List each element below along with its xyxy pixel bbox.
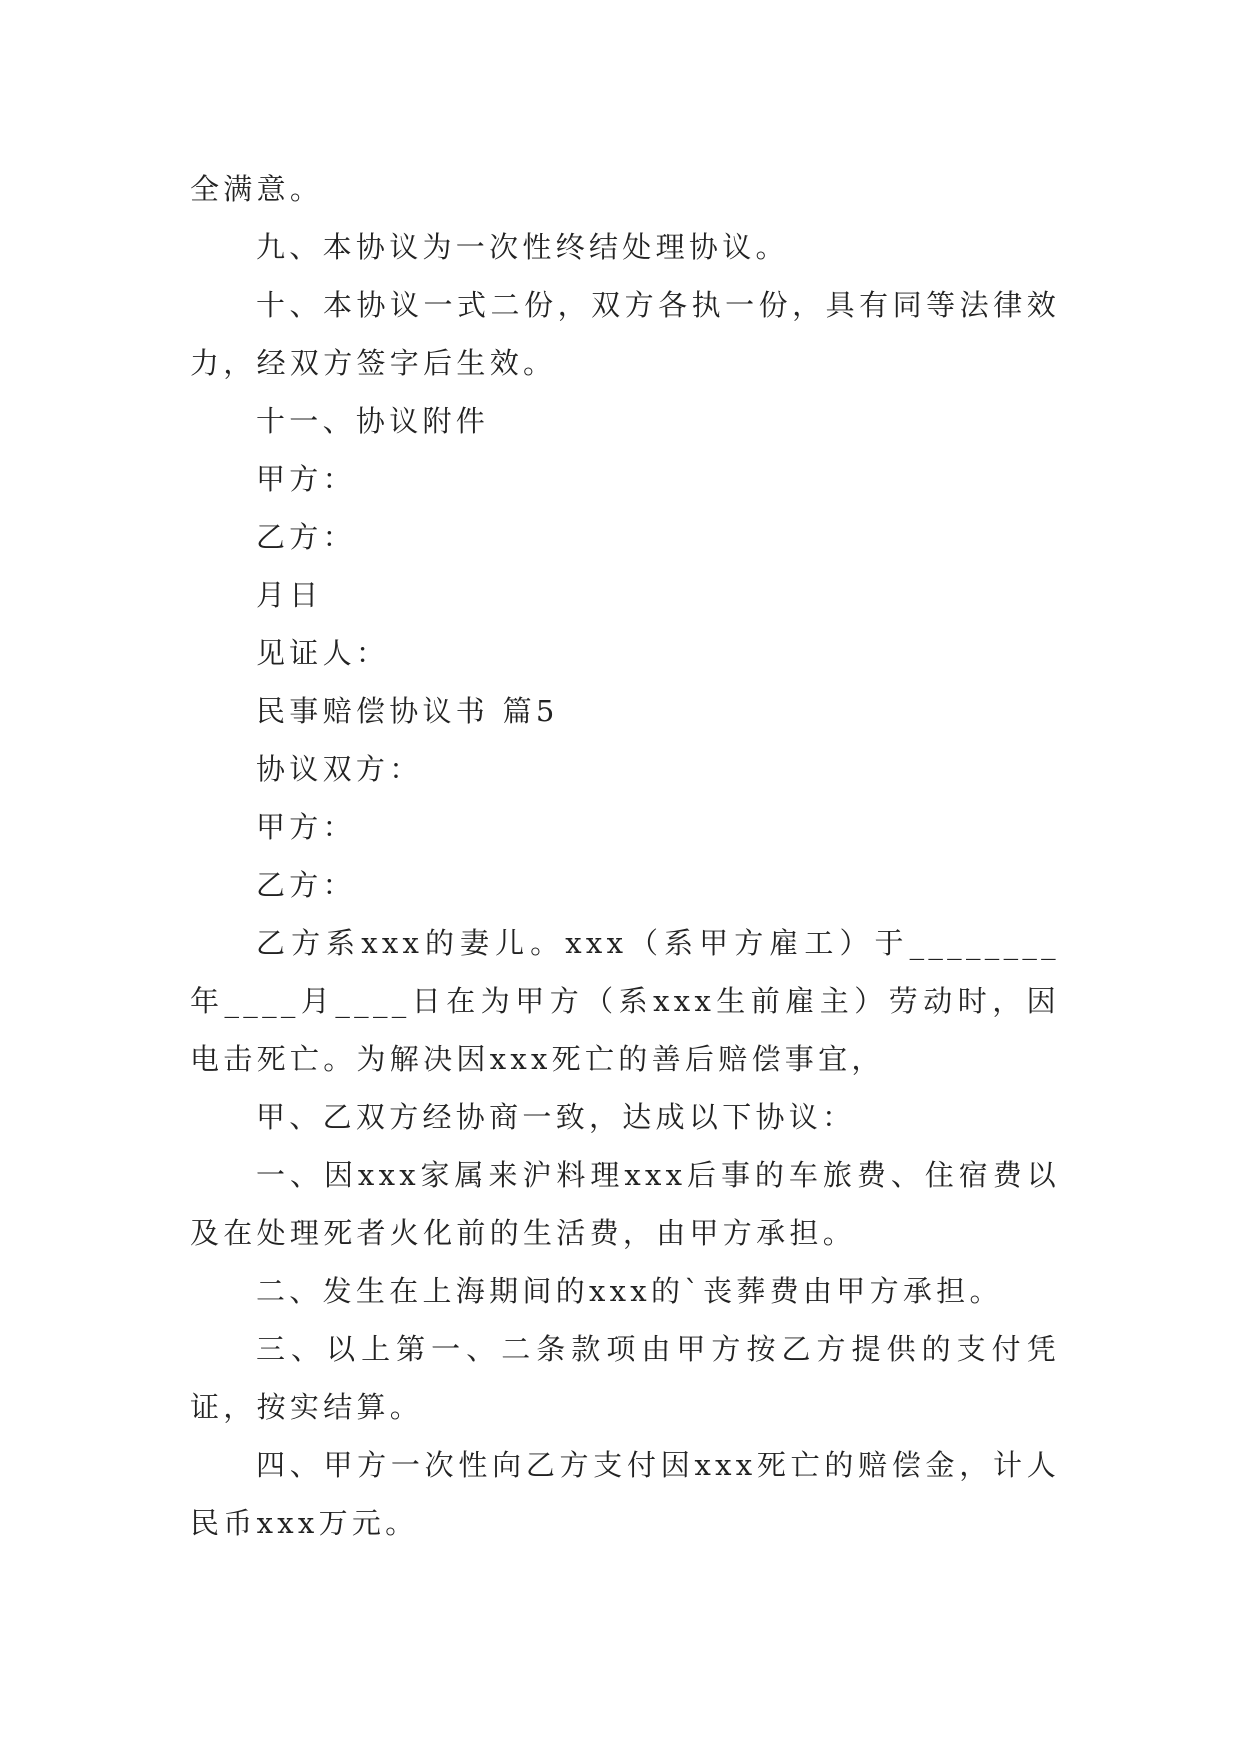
agreement-intro: 甲、乙双方经协商一致，达成以下协议： — [256, 1100, 856, 1134]
clause-one: 一、因xxx家属来沪料理xxx后事的车旅费、住宿费以及在处理死者火化前的生活费，由甲方承担。 — [190, 1158, 1060, 1250]
clause-ten: 十、本协议一式二份，双方各执一份，具有同等法律效力，经双方签字后生效。 — [190, 288, 1060, 380]
document-body — [190, 160, 1060, 1552]
party-a-signature: 甲方： — [256, 462, 356, 496]
party-a-label: 甲方： — [256, 810, 356, 844]
clause-two: 二、发生在上海期间的xxx的`丧葬费由甲方承担。 — [256, 1274, 1003, 1308]
clause-nine: 九、本协议为一次性终结处理协议。 — [256, 230, 789, 264]
party-b-signature: 乙方： — [256, 520, 356, 554]
party-b-label: 乙方： — [256, 868, 356, 902]
clause-eleven: 十一、协议附件 — [256, 404, 490, 438]
section-heading: 民事赔偿协议书 篇5 — [256, 694, 559, 728]
background-paragraph: 乙方系xxx的妻儿。xxx（系甲方雇工）于________年____月____日在为甲方（系xxx生前雇主）劳动时，因电击死亡。为解决因xxx死亡的善后赔偿事宜， — [190, 926, 1060, 1076]
parties-label: 协议双方： — [256, 752, 423, 786]
clause-four: 四、甲方一次性向乙方支付因xxx死亡的赔偿金，计人民币xxx万元。 — [190, 1448, 1060, 1540]
paragraph-continuation: 全满意。 — [190, 172, 324, 206]
date-line: 月日 — [256, 578, 323, 612]
clause-three: 三、以上第一、二条款项由甲方按乙方提供的支付凭证，按实结算。 — [190, 1332, 1060, 1424]
witness-line: 见证人： — [256, 636, 390, 670]
